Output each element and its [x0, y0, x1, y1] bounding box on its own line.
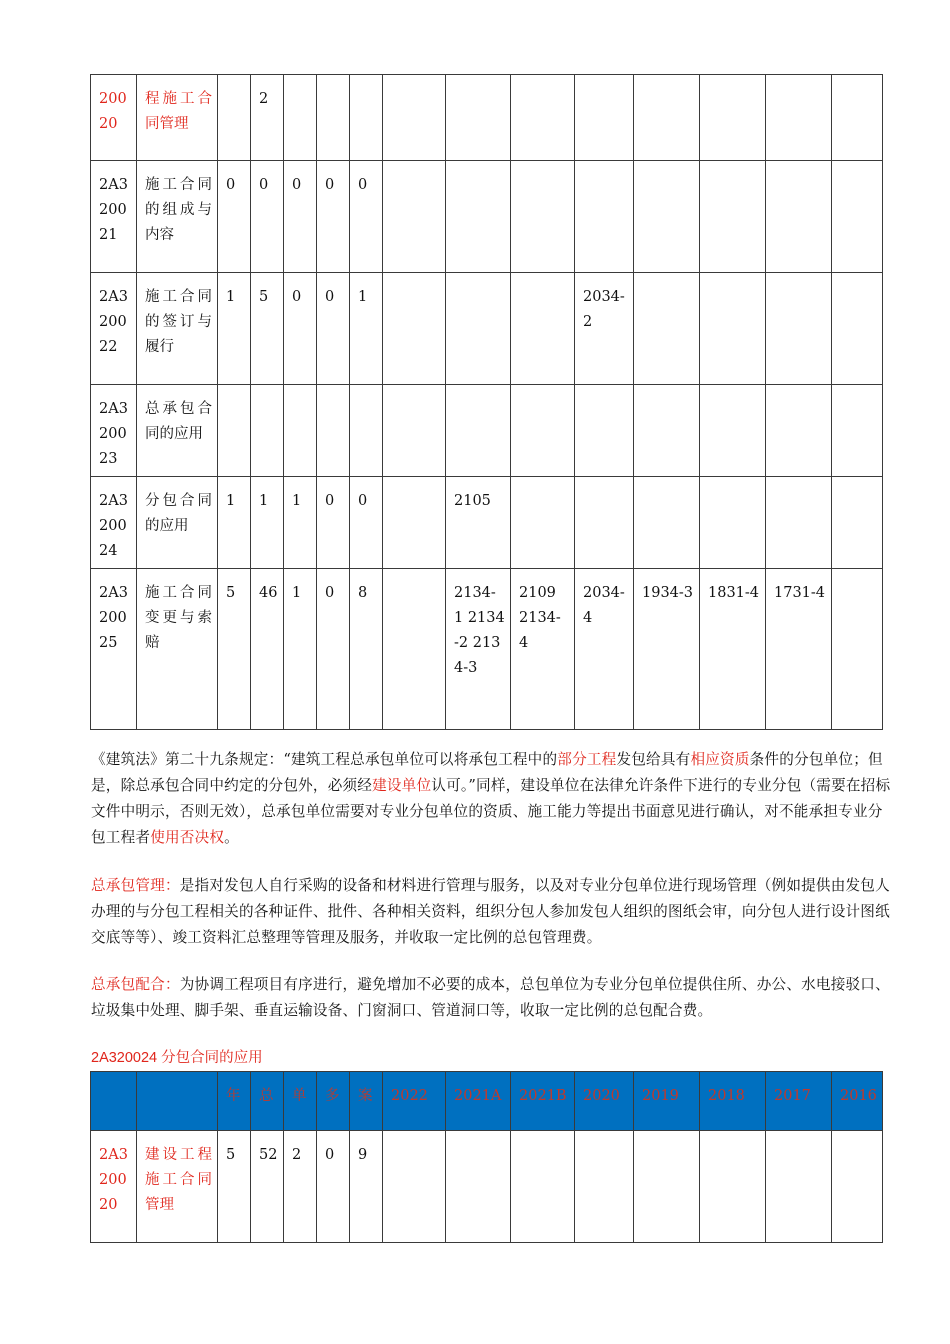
value-cell [511, 477, 575, 569]
value-cell [511, 273, 575, 385]
header-cell: 2016 [832, 1072, 883, 1131]
value-cell [700, 477, 766, 569]
value-cell: 2134-1 2134-2 2134-3 [446, 569, 511, 730]
value-cell [766, 161, 832, 273]
value-cell: 2 [251, 75, 284, 161]
value-cell [575, 1131, 634, 1243]
name-cell: 施工合同变更与索赔 [137, 569, 218, 730]
value-cell [832, 1131, 883, 1243]
value-cell [446, 273, 511, 385]
header-row [91, 1072, 883, 1131]
table-row [91, 273, 883, 385]
value-cell [446, 385, 511, 477]
contract-management-table [90, 74, 883, 730]
value-cell [383, 273, 446, 385]
name-cell: 程施工合同管理 [137, 75, 218, 161]
value-cell: 0 [317, 161, 350, 273]
value-cell [766, 1131, 832, 1243]
subcontract-table [90, 1071, 883, 1243]
table-row [91, 75, 883, 161]
header-cell [91, 1072, 137, 1131]
value-cell: 1831-4 [700, 569, 766, 730]
code-cell: 2A320021 [91, 161, 137, 273]
name-cell: 分包合同的应用 [137, 477, 218, 569]
value-cell [511, 161, 575, 273]
value-cell: 1 [251, 477, 284, 569]
value-cell: 1 [350, 273, 383, 385]
header-cell [137, 1072, 218, 1131]
value-cell [766, 75, 832, 161]
highlight-qualification: 相应资质 [690, 751, 750, 768]
value-cell: 1 [284, 569, 317, 730]
value-cell [634, 161, 700, 273]
value-cell [766, 273, 832, 385]
value-cell: 5 [251, 273, 284, 385]
header-cell: 2019 [634, 1072, 700, 1131]
header-cell: 2022 [383, 1072, 446, 1131]
value-cell [350, 385, 383, 477]
table-row [91, 477, 883, 569]
header-cell: 总 [251, 1072, 284, 1131]
code-cell: 2A320022 [91, 273, 137, 385]
value-cell [700, 75, 766, 161]
name-cell: 施工合同的签订与履行 [137, 273, 218, 385]
name-cell: 总承包合同的应用 [137, 385, 218, 477]
header-cell: 2017 [766, 1072, 832, 1131]
value-cell [575, 477, 634, 569]
table-row [91, 569, 883, 730]
value-cell [700, 161, 766, 273]
header-cell: 2021A [446, 1072, 511, 1131]
highlight-veto-right: 使用否决权 [150, 829, 225, 846]
value-cell [383, 569, 446, 730]
value-cell: 5 [218, 569, 251, 730]
general-contract-management-paragraph: 总承包管理：是指对发包人自行采购的设备和材料进行管理与服务，以及对专业分包单位进行现场管理（例如提供由发包人办理的与分包工程相关的各种证件、批件、各种相关资料，组织分包人参加发包人组织的图纸会审，向分包人进行设计图纸交底等等）、竣工资料汇总整理等管理及服务，并收取一定比例的总包管理费。 [91, 877, 890, 946]
value-cell [634, 477, 700, 569]
value-cell [832, 161, 883, 273]
value-cell: 0 [317, 273, 350, 385]
value-cell: 0 [317, 569, 350, 730]
value-cell [832, 75, 883, 161]
value-cell [700, 273, 766, 385]
construction-law-paragraph: 《建筑法》第二十九条规定：“建筑工程总承包单位可以将承包工程中的部分工程发包给具有相应资质条件的分包单位；但是，除总承包合同中约定的分包外，必须经建设单位认可。”同样，建设单位在法律允许条件下进行的专业分包（需要在招标文件中明示，否则无效），总承包单位需要对专业分包单位的资质、施工能力等提出书面意见进行确认，对不能承担专业分包工程者使用否决权。 [91, 751, 891, 846]
value-cell [446, 1131, 511, 1243]
value-cell [700, 1131, 766, 1243]
value-cell: 1934-3 [634, 569, 700, 730]
value-cell [634, 273, 700, 385]
section-heading: 2A320024 分包合同的应用 [91, 1050, 263, 1066]
term-label: 总承包配合： [91, 976, 180, 993]
value-cell [383, 161, 446, 273]
name-cell: 建设工程施工合同管理 [137, 1131, 218, 1243]
header-cell: 2018 [700, 1072, 766, 1131]
value-cell [832, 385, 883, 477]
value-cell [218, 385, 251, 477]
table-row [91, 385, 883, 477]
code-cell: 2A320023 [91, 385, 137, 477]
header-cell: 案 [350, 1072, 383, 1131]
value-cell [766, 385, 832, 477]
value-cell: 2 [284, 1131, 317, 1243]
value-cell [284, 75, 317, 161]
highlight-construction-unit: 建设单位 [372, 777, 432, 794]
value-cell [634, 385, 700, 477]
value-cell [383, 1131, 446, 1243]
value-cell: 1 [218, 273, 251, 385]
value-cell [634, 75, 700, 161]
value-cell: 2105 [446, 477, 511, 569]
value-cell [446, 161, 511, 273]
value-cell [832, 569, 883, 730]
value-cell: 8 [350, 569, 383, 730]
value-cell [575, 161, 634, 273]
value-cell [634, 1131, 700, 1243]
value-cell: 9 [350, 1131, 383, 1243]
value-cell: 2109 2134-4 [511, 569, 575, 730]
value-cell: 0 [284, 161, 317, 273]
value-cell: 0 [350, 161, 383, 273]
header-cell: 2021B [511, 1072, 575, 1131]
code-cell: 20020 [91, 75, 137, 161]
code-cell: 2A320025 [91, 569, 137, 730]
header-cell: 年 [218, 1072, 251, 1131]
table-row [91, 161, 883, 273]
value-cell [446, 75, 511, 161]
value-cell: 1731-4 [766, 569, 832, 730]
name-cell: 施工合同的组成与内容 [137, 161, 218, 273]
value-cell [317, 75, 350, 161]
term-label: 总承包管理： [91, 877, 180, 894]
code-cell: 2A320020 [91, 1131, 137, 1243]
value-cell: 0 [317, 477, 350, 569]
value-cell: 52 [251, 1131, 284, 1243]
value-cell [383, 477, 446, 569]
value-cell: 1 [284, 477, 317, 569]
value-cell [350, 75, 383, 161]
header-cell: 单 [284, 1072, 317, 1131]
value-cell: 1 [218, 477, 251, 569]
value-cell: 2034-2 [575, 273, 634, 385]
general-contract-coordination-paragraph: 总承包配合：为协调工程项目有序进行，避免增加不必要的成本，总包单位为专业分包单位提供住所、办公、水电接驳口、垃圾集中处理、脚手架、垂直运输设备、门窗洞口、管道洞口等，收取一定比例的总包配合费。 [91, 976, 890, 1019]
value-cell [575, 75, 634, 161]
value-cell [284, 385, 317, 477]
value-cell: 0 [251, 161, 284, 273]
value-cell [383, 75, 446, 161]
value-cell [832, 477, 883, 569]
value-cell: 0 [317, 1131, 350, 1243]
code-cell: 2A320024 [91, 477, 137, 569]
value-cell [218, 75, 251, 161]
value-cell: 46 [251, 569, 284, 730]
value-cell: 2034-4 [575, 569, 634, 730]
value-cell: 0 [218, 161, 251, 273]
value-cell [766, 477, 832, 569]
value-cell: 0 [350, 477, 383, 569]
value-cell [511, 1131, 575, 1243]
value-cell [832, 273, 883, 385]
table-row [91, 1131, 883, 1243]
value-cell: 5 [218, 1131, 251, 1243]
highlight-partial-works: 部分工程 [557, 751, 617, 768]
value-cell [511, 385, 575, 477]
value-cell [317, 385, 350, 477]
value-cell [700, 385, 766, 477]
value-cell [383, 385, 446, 477]
value-cell: 0 [284, 273, 317, 385]
value-cell [251, 385, 284, 477]
header-cell: 多 [317, 1072, 350, 1131]
value-cell [511, 75, 575, 161]
header-cell: 2020 [575, 1072, 634, 1131]
value-cell [575, 385, 634, 477]
